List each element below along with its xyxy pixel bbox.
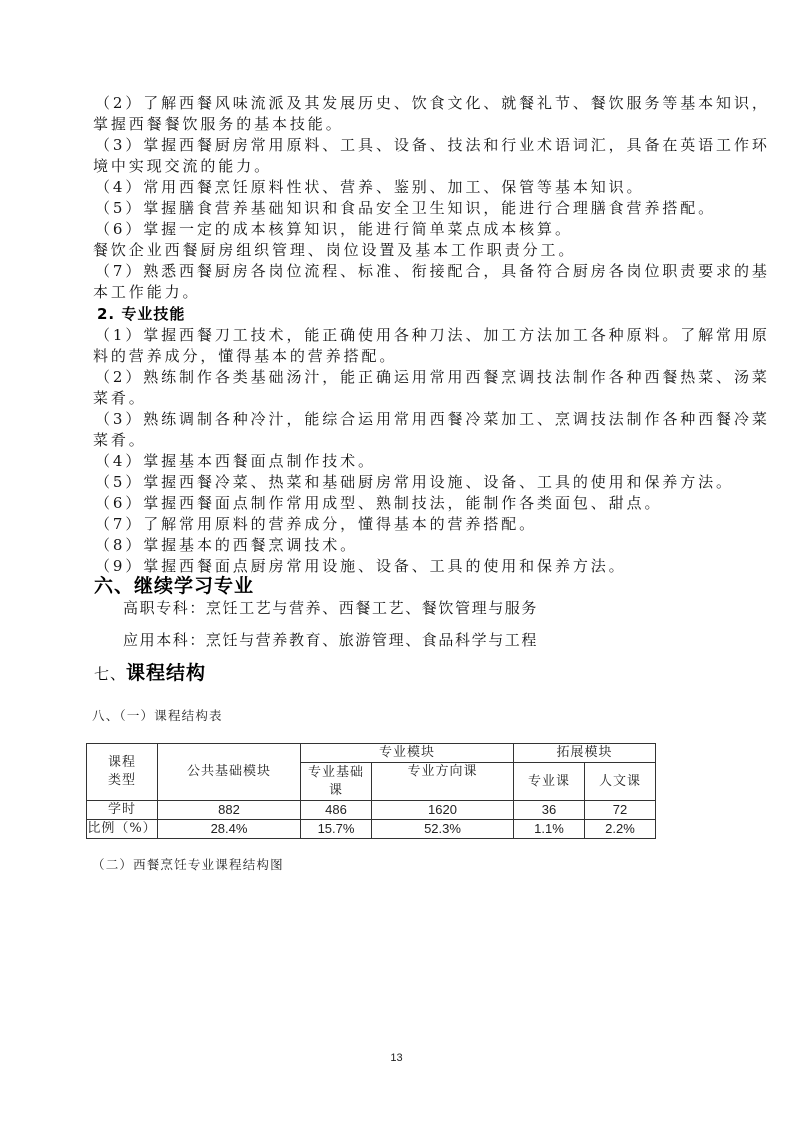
knowledge-line: （2）了解西餐风味流派及其发展历史、饮食文化、就餐礼节、餐饮服务等基本知识，: [95, 94, 770, 112]
header-course-type: [87, 744, 158, 801]
higher-vocational-majors: 高职专科：烹饪工艺与营养、西餐工艺、餐饮管理与服务: [123, 599, 539, 617]
cell-value: 2.2%: [585, 820, 656, 839]
skills-line: 菜肴。: [93, 389, 147, 407]
knowledge-line: （5）掌握膳食营养基础知识和食品安全卫生知识，能进行合理膳食营养搭配。: [95, 199, 717, 217]
cell-value: 1.1%: [514, 820, 585, 839]
row-label: 学时: [87, 801, 158, 820]
table-row: [87, 820, 656, 839]
knowledge-line: 本工作能力。: [93, 283, 201, 301]
skills-line: （4）掌握基本西餐面点制作技术。: [95, 452, 376, 470]
cell-value: 36: [514, 801, 585, 820]
undergraduate-majors: 应用本科：烹饪与营养教育、旅游管理、食品科学与工程: [123, 631, 539, 649]
skills-line: （1）掌握西餐刀工技术，能正确使用各种刀法、加工方法加工各种原料。了解常用原: [95, 326, 770, 344]
skills-line: （5）掌握西餐冷菜、热菜和基础厨房常用设施、设备、工具的使用和保养方法。: [95, 473, 734, 491]
section-7-heading: [94, 661, 206, 686]
header-prof-basic-line2: 课: [328, 782, 343, 798]
knowledge-line: （3）掌握西餐厨房常用原料、工具、设备、技法和行业术语词汇，具备在英语工作环: [95, 136, 770, 154]
skills-line: （6）掌握西餐面点制作常用成型、熟制技法，能制作各类面包、甜点。: [95, 494, 663, 512]
section-6-heading: 六、继续学习专业: [94, 575, 255, 597]
header-ext-humanities: 人文课: [585, 763, 656, 801]
cell-value: 52.3%: [372, 820, 514, 839]
header-prof-basic-line1: 专业基础: [307, 764, 364, 780]
skills-line: （3）熟练调制各种冷汁，能综合运用常用西餐冷菜加工、烹调技法制作各种西餐冷菜: [95, 410, 770, 428]
figure-caption: （二）西餐烹饪专业课程结构图: [92, 857, 284, 872]
cell-value: 486: [301, 801, 372, 820]
skills-line: （9）掌握西餐面点厨房常用设施、设备、工具的使用和保养方法。: [95, 557, 627, 575]
skills-line: （8）掌握基本的西餐烹调技术。: [95, 536, 359, 554]
knowledge-line: 掌握西餐餐饮服务的基本技能。: [93, 115, 344, 133]
skills-line: 料的营养成分，懂得基本的营养搭配。: [93, 347, 398, 365]
knowledge-line: 餐饮企业西餐厨房组织管理、岗位设置及基本工作职责分工。: [93, 241, 577, 259]
header-course-type-line1: 课程: [107, 755, 136, 770]
skills-line: （7）了解常用原料的营养成分，懂得基本的营养搭配。: [95, 515, 538, 533]
cell-value: 1620: [372, 801, 514, 820]
header-public-module: 公共基础模块: [158, 744, 301, 801]
knowledge-line: 境中实现交流的能力。: [93, 157, 273, 175]
table-row: [87, 801, 656, 820]
knowledge-line: （6）掌握一定的成本核算知识，能进行简单菜点成本核算。: [95, 220, 573, 238]
cell-value: 28.4%: [158, 820, 301, 839]
course-structure-table: [86, 743, 656, 839]
header-extension-module: 拓展模块: [514, 744, 656, 763]
section-7-prefix: 七、: [94, 665, 127, 683]
cell-value: 72: [585, 801, 656, 820]
row-label: 比例（%）: [87, 820, 158, 839]
skills-line: （2）熟练制作各类基础汤汁，能正确运用常用西餐烹调技法制作各种西餐热菜、汤菜: [95, 368, 770, 386]
table-caption: 八、（一）课程结构表: [92, 708, 223, 723]
header-ext-professional: 专业课: [514, 763, 585, 801]
skills-heading: 2. 专业技能: [97, 305, 186, 323]
knowledge-line: （7）熟悉西餐厨房各岗位流程、标准、衔接配合，具备符合厨房各岗位职责要求的基: [95, 262, 770, 280]
skills-line: 菜肴。: [93, 431, 147, 449]
cell-value: 15.7%: [301, 820, 372, 839]
page-number: 13: [390, 1052, 403, 1064]
section-7-title: 课程结构: [126, 662, 207, 684]
header-professional-module: 专业模块: [301, 744, 514, 763]
header-prof-direction: 专业方向课: [372, 763, 514, 801]
header-course-type-line2: 类型: [107, 773, 136, 788]
knowledge-line: （4）常用西餐烹饪原料性状、营养、鉴别、加工、保管等基本知识。: [95, 178, 645, 196]
cell-value: 882: [158, 801, 301, 820]
header-prof-basic: [301, 763, 372, 801]
